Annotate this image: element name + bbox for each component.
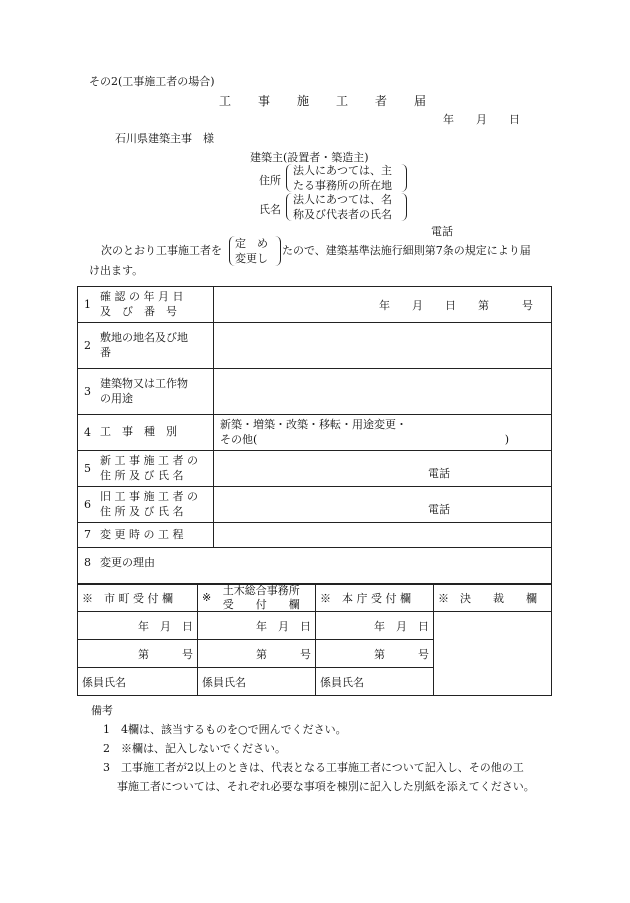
intro-text-c: け出ます。 bbox=[89, 264, 144, 277]
form-title: 工 事 施 工 者 届 bbox=[219, 94, 428, 108]
form-row-5 bbox=[78, 451, 552, 487]
building-use-field[interactable] bbox=[214, 369, 552, 415]
city-reception-header: ※ 市 町 受 付 欄 bbox=[78, 584, 198, 612]
site-location-field[interactable] bbox=[214, 323, 552, 369]
form-row-2 bbox=[78, 323, 552, 369]
city-date-cell[interactable]: 年 月 日 bbox=[78, 612, 198, 640]
approval-cell[interactable] bbox=[434, 612, 552, 696]
head-office-number-cell[interactable]: 第 号 bbox=[316, 640, 434, 668]
note-item-1: 1 4欄は、該当するものを○で囲んでください。 bbox=[103, 723, 347, 736]
intro-text-a: 次のとおり工事施工者を bbox=[101, 244, 222, 257]
note-item-3: 3 工事施工者が2以上のときは、代表となる工事施工者について記入し、その他の工 bbox=[103, 761, 524, 774]
form-row-8 bbox=[78, 548, 552, 585]
note-item-3-cont: 事施工者については、それぞれ必要な事項を棟別に記入した別紙を添えてください。 bbox=[117, 780, 535, 793]
submission-date: 年 月 日 bbox=[443, 113, 520, 126]
name-label: 氏名 bbox=[259, 203, 281, 216]
civil-office-reception-header: ※ 土木総合事務所 受 付 欄 bbox=[198, 584, 316, 612]
civil-office-number-cell[interactable]: 第 号 bbox=[198, 640, 316, 668]
reception-date-row bbox=[78, 612, 552, 640]
reception-header-row bbox=[78, 584, 552, 612]
confirmation-date-number-field[interactable]: 年 月 日 第 号 bbox=[214, 287, 552, 323]
form-row-7 bbox=[78, 523, 552, 548]
form-row-3 bbox=[78, 369, 552, 415]
note-item-2: 2 ※欄は、記入しないでください。 bbox=[103, 742, 286, 755]
form-subtitle: その2(工事施工者の場合) bbox=[89, 75, 215, 88]
change-stage-field[interactable] bbox=[214, 523, 552, 548]
change-reason-field[interactable]: 8 変更の理由 bbox=[78, 548, 552, 585]
form-row-6 bbox=[78, 487, 552, 523]
civil-office-date-cell[interactable]: 年 月 日 bbox=[198, 612, 316, 640]
form-row-4 bbox=[78, 415, 552, 451]
address-label: 住所 bbox=[259, 174, 281, 187]
new-contractor-field[interactable]: 電話 bbox=[214, 451, 552, 487]
notification-form-table bbox=[77, 286, 552, 585]
city-staff-cell[interactable]: 係員氏名 bbox=[78, 668, 198, 696]
owner-phone-label: 電話 bbox=[431, 225, 453, 238]
row-7-label: 7 変 更 時 の 工 程 bbox=[78, 523, 214, 548]
row-6-label: 6旧 工 事 施 工 者 の 住 所 及 び 氏 名 bbox=[78, 487, 214, 523]
row-3-label: 3建築物又は工作物 の用途 bbox=[78, 369, 214, 415]
notes-title: 備考 bbox=[91, 704, 113, 717]
city-number-cell[interactable]: 第 号 bbox=[78, 640, 198, 668]
construction-type-field[interactable]: 新築・増築・改築・移転・用途変更・ その他( ) bbox=[214, 415, 552, 451]
head-office-reception-header: ※ 本 庁 受 付 欄 bbox=[316, 584, 434, 612]
name-note: 法人にあつては、名 称及び代表者の氏名 bbox=[293, 193, 392, 221]
row-2-label: 2敷地の地名及び地 番 bbox=[78, 323, 214, 369]
row-4-label: 4 工 事 種 別 bbox=[78, 415, 214, 451]
head-office-staff-cell[interactable]: 係員氏名 bbox=[316, 668, 434, 696]
intro-text-b: たので、建築基準法施行細則第7条の規定により届 bbox=[282, 244, 531, 257]
addressee: 石川県建築主事 様 bbox=[115, 132, 214, 145]
row-5-label: 5新 工 事 施 工 者 の 住 所 及 び 氏 名 bbox=[78, 451, 214, 487]
form-row-1 bbox=[78, 287, 552, 323]
head-office-date-cell[interactable]: 年 月 日 bbox=[316, 612, 434, 640]
civil-office-staff-cell[interactable]: 係員氏名 bbox=[198, 668, 316, 696]
intro-choice: 定 め 変更し bbox=[235, 237, 268, 265]
reception-table bbox=[77, 583, 552, 696]
approval-header: ※ 決 裁 欄 bbox=[434, 584, 552, 612]
owner-label: 建築主(設置者・築造主) bbox=[250, 151, 369, 164]
row-1-label: 1確 認 の 年 月 日 及 び 番 号 bbox=[78, 287, 214, 323]
address-note: 法人にあつては、主 たる事務所の所在地 bbox=[293, 164, 392, 192]
old-contractor-field[interactable]: 電話 bbox=[214, 487, 552, 523]
